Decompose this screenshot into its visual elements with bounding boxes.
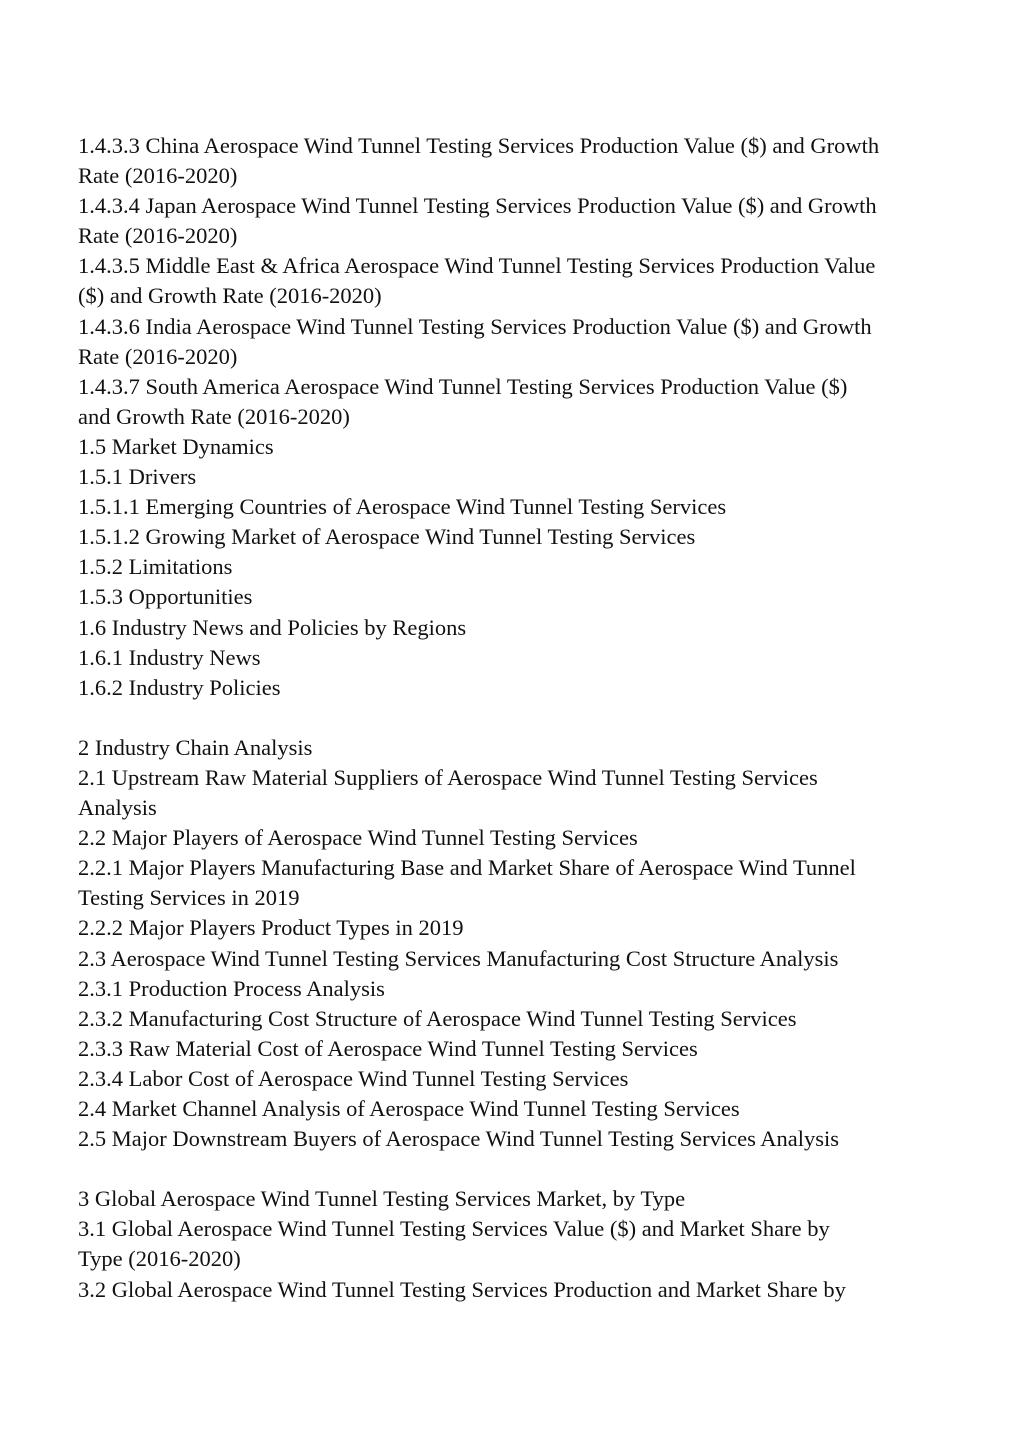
toc-line: Rate (2016-2020) [78,343,238,369]
toc-line: Type (2016-2020) [78,1246,241,1272]
toc-line: 1.5.2 Limitations [78,554,233,580]
toc-line: ($) and Growth Rate (2016-2020) [78,283,382,309]
toc-line: and Growth Rate (2016-2020) [78,403,350,429]
toc-line: 2.3.3 Raw Material Cost of Aerospace Wind Tunnel Testing Services [78,1035,698,1061]
toc-line: 1.4.3.6 India Aerospace Wind Tunnel Testing Services Production Value ($) and Growth [78,313,872,339]
toc-line: 1.6 Industry News and Policies by Regions [78,614,467,640]
document-page [78,131,958,1305]
toc-line: 2.2.2 Major Players Product Types in 2019 [78,915,464,941]
toc-line: 1.5.1 Drivers [78,464,197,490]
toc-line: 2.2 Major Players of Aerospace Wind Tunnel Testing Services [78,825,638,851]
toc-line: 1.4.3.7 South America Aerospace Wind Tunnel Testing Services Production Value ($) [78,373,848,399]
section-gap [78,703,958,733]
toc-line: 2.1 Upstream Raw Material Suppliers of Aerospace Wind Tunnel Testing Services [78,764,818,790]
toc-line: 3.1 Global Aerospace Wind Tunnel Testing Services Value ($) and Market Share by [78,1216,830,1242]
section-gap [78,1154,958,1184]
toc-line: Testing Services in 2019 [78,885,300,911]
toc-line: 2.3.1 Production Process Analysis [78,975,385,1001]
toc-line: 2.4 Market Channel Analysis of Aerospace Wind Tunnel Testing Services [78,1096,740,1121]
toc-line: 1.6.1 Industry News [78,644,261,670]
toc-line: 2.3.4 Labor Cost of Aerospace Wind Tunnel Testing Services [78,1065,629,1091]
toc-line: 1.5.3 Opportunities [78,584,253,610]
toc-line: 2.5 Major Downstream Buyers of Aerospace Wind Tunnel Testing Services Analysis [78,1126,839,1152]
toc-line: 2 Industry Chain Analysis [78,734,313,760]
toc-line: Rate (2016-2020) [78,223,238,249]
toc-line: 2.3 Aerospace Wind Tunnel Testing Services Manufacturing Cost Structure Analysis [78,945,839,971]
toc-line: 1.5.1.2 Growing Market of Aerospace Wind Tunnel Testing Services [78,524,696,550]
toc-line: 1.5 Market Dynamics [78,433,274,459]
toc-line: 1.5.1.1 Emerging Countries of Aerospace Wind Tunnel Testing Services [78,494,727,520]
toc-line: 3 Global Aerospace Wind Tunnel Testing Services Market, by Type [78,1186,686,1212]
table-of-contents [78,131,958,1305]
toc-line: Analysis [78,795,157,821]
toc-line: Rate (2016-2020) [78,163,238,189]
toc-line: 3.2 Global Aerospace Wind Tunnel Testing Services Production and Market Share by [78,1276,846,1302]
toc-line: 1.4.3.5 Middle East & Africa Aerospace Wind Tunnel Testing Services Production Value [78,253,876,279]
toc-line: 1.4.3.3 China Aerospace Wind Tunnel Testing Services Production Value ($) and Growth [78,133,880,158]
toc-line: 2.3.2 Manufacturing Cost Structure of Aerospace Wind Tunnel Testing Services [78,1005,797,1031]
toc-line: 2.2.1 Major Players Manufacturing Base and Market Share of Aerospace Wind Tunnel [78,855,856,881]
toc-line: 1.4.3.4 Japan Aerospace Wind Tunnel Testing Services Production Value ($) and Growth [78,193,877,219]
toc-line: 1.6.2 Industry Policies [78,674,281,700]
